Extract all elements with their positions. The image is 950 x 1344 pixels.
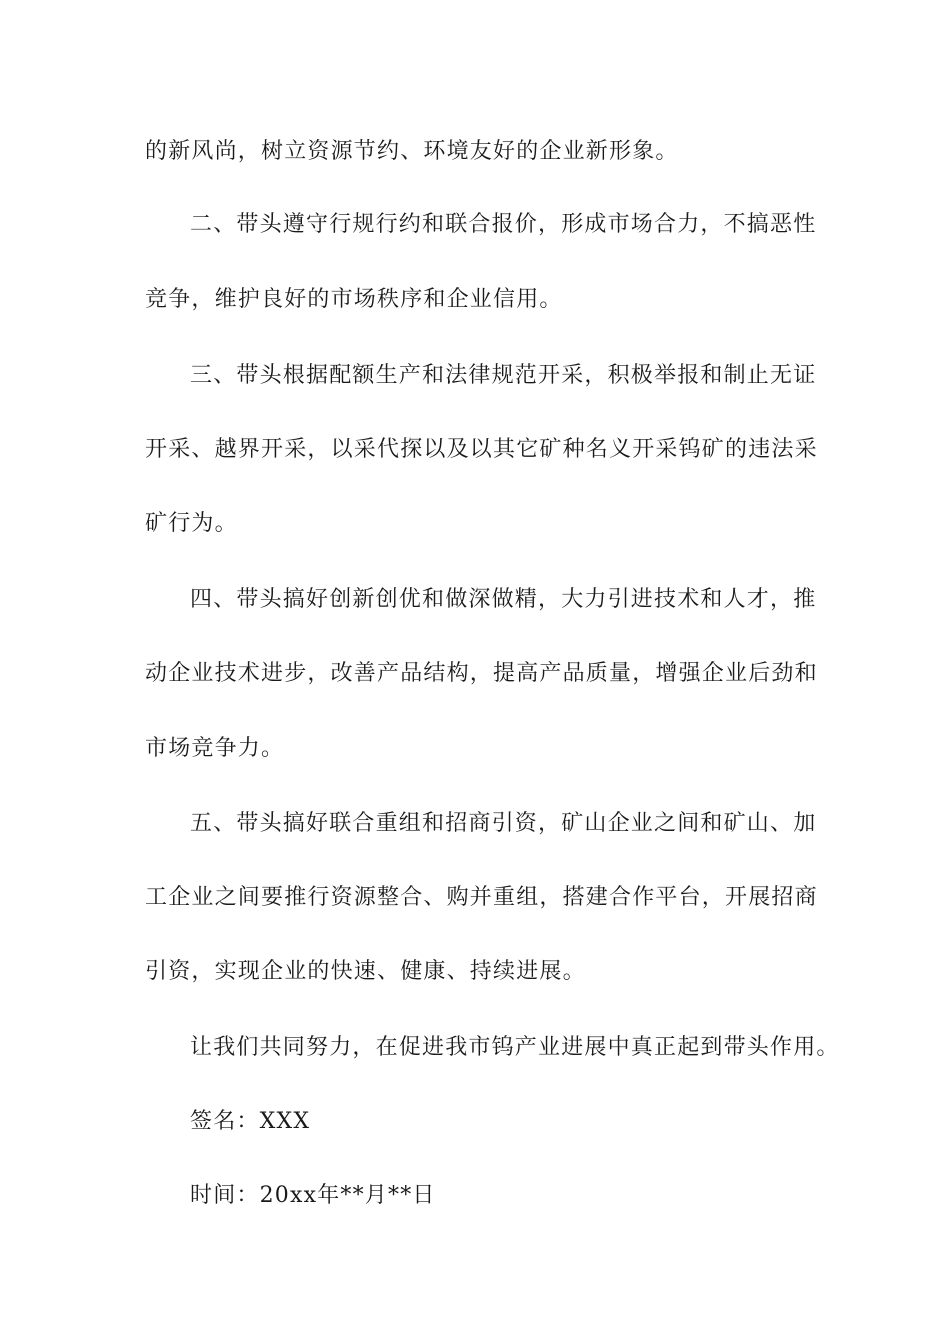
text-line-3: 竞争，维护良好的市场秩序和企业信用。: [145, 287, 563, 312]
text-line-7: 四、带头搞好创新创优和做深做精，大力引进技术和人才，推: [190, 587, 817, 612]
text-line-1: 的新风尚，树立资源节约、环境友好的企业新形象。: [145, 139, 679, 164]
text-line-5: 开采、越界开采，以采代探以及以其它矿种名义开采钨矿的违法采: [145, 437, 818, 462]
text-line-6: 矿行为。: [145, 511, 238, 536]
date-line: 时间：20xx年**月**日: [190, 1183, 436, 1208]
text-line-2: 二、带头遵守行规行约和联合报价，形成市场合力，不搞恶性: [190, 212, 817, 237]
text-line-4: 三、带头根据配额生产和法律规范开采，积极举报和制止无证: [190, 363, 817, 388]
text-line-11: 工企业之间要推行资源整合、购并重组，搭建合作平台，开展招商: [145, 885, 818, 910]
text-line-10: 五、带头搞好联合重组和招商引资，矿山企业之间和矿山、加: [190, 811, 817, 836]
text-line-8: 动企业技术进步，改善产品结构，提高产品质量，增强企业后劲和: [145, 661, 818, 686]
signature-line: 签名：XXX: [190, 1109, 311, 1134]
text-line-9: 市场竞争力。: [145, 736, 285, 761]
text-line-13: 让我们共同努力，在促进我市钨产业进展中真正起到带头作用。: [190, 1035, 840, 1060]
text-line-12: 引资，实现企业的快速、健康、持续进展。: [145, 959, 586, 984]
